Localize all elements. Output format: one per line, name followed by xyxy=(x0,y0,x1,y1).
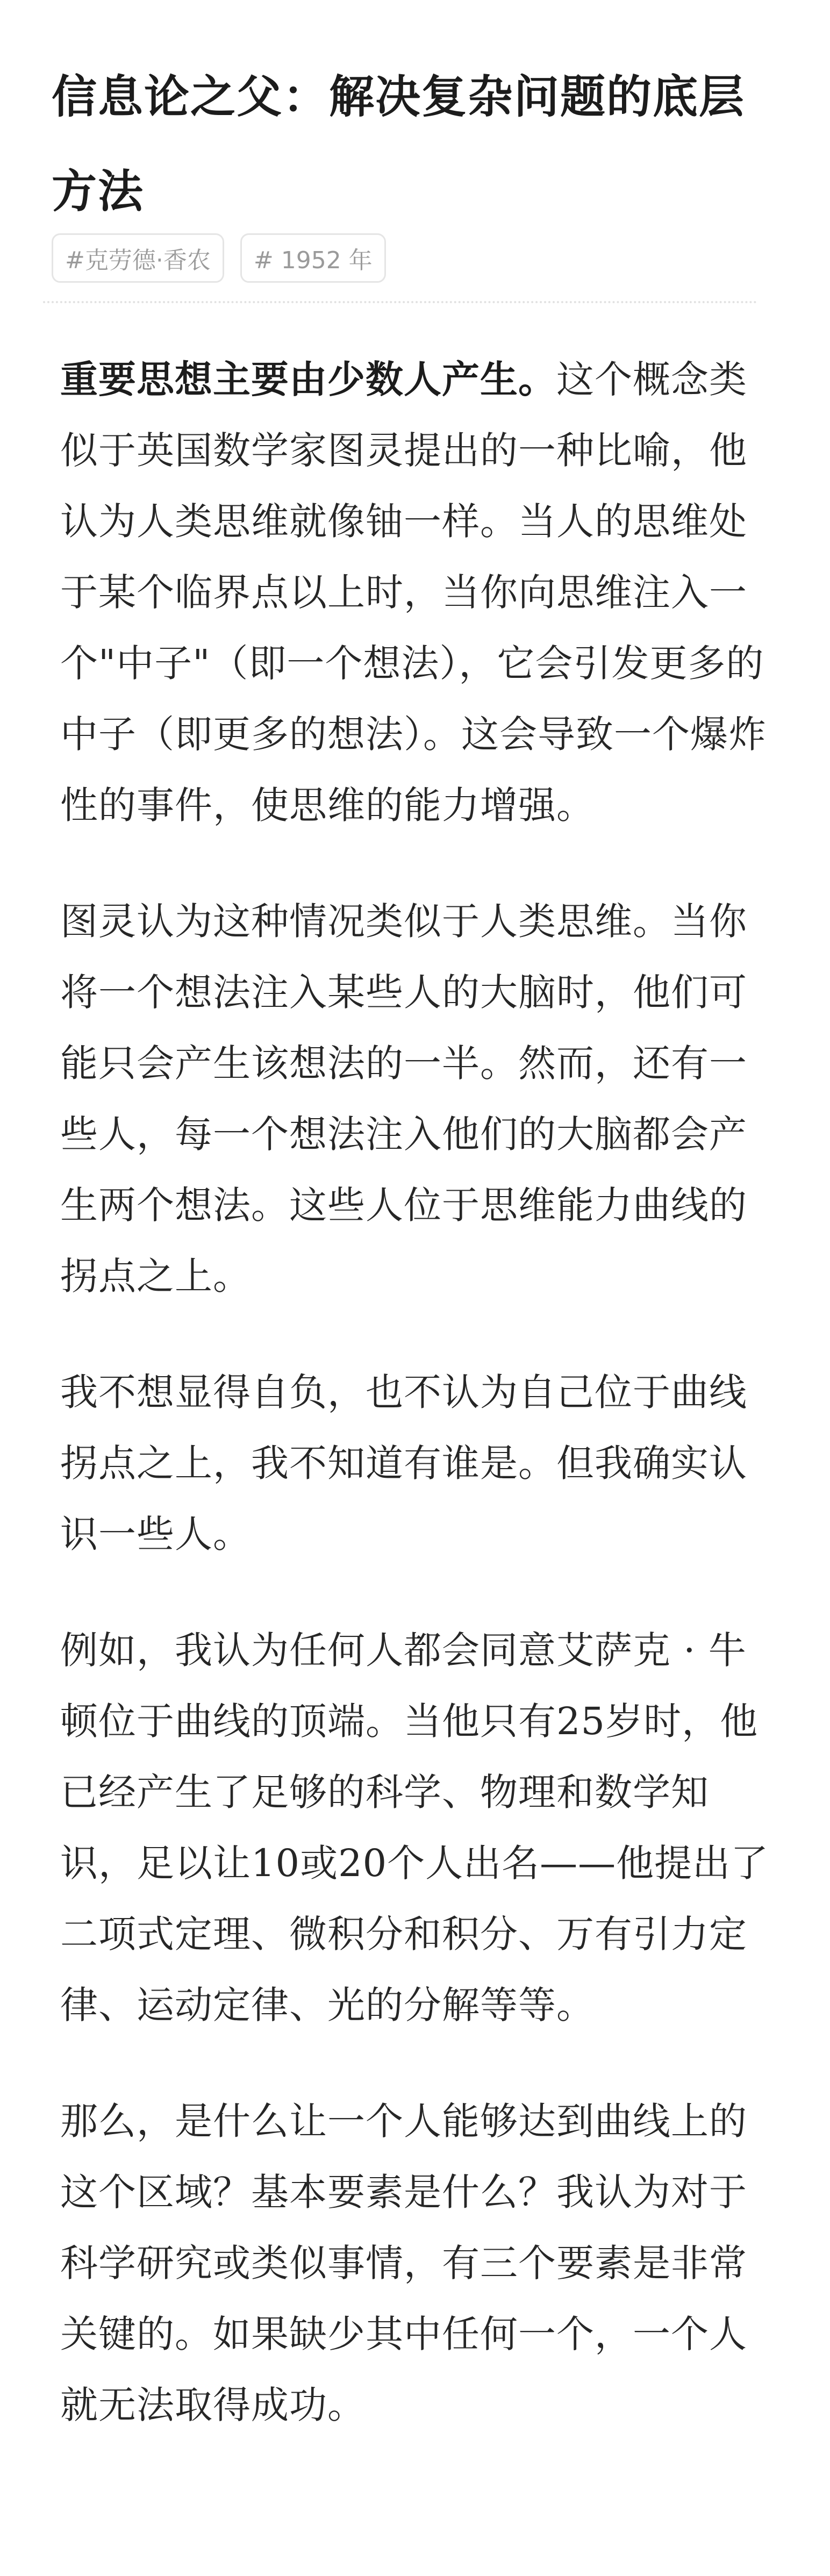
paragraph-lead-bold: 重要思想主要由少数人产生。 xyxy=(60,357,556,402)
paragraph-text: 我不想显得自负，也不认为自己位于曲线拐点之上，我不知道有谁是。但我确实认识一些人。 xyxy=(60,1370,747,1556)
paragraph-3 xyxy=(60,1357,770,1570)
article-body xyxy=(60,344,770,2486)
paragraph-text: 图灵认为这种情况类似于人类思维。当你将一个想法注入某些人的大脑时，他们可能只会产生该想法的一半。然而，还有一些人，每一个想法注入他们的大脑都会产生两个想法。这些人位于思维能力曲线的拐点之上。 xyxy=(60,899,747,1298)
paragraph-2 xyxy=(60,886,770,1312)
tag-list xyxy=(52,233,386,285)
paragraph-text: 例如，我认为任何人都会同意艾萨克 · 牛顿位于曲线的顶端。当他只有25岁时，他已经产生了足够的科学、物理和数学知识，足以让10或20个人出名——他提出了二项式定理、微积分和积分、万有引力定律、运动定律、光的分解等等。 xyxy=(60,1628,769,2027)
paragraph-5 xyxy=(60,2086,770,2441)
tag-year-1952[interactable]: # 1952 年 xyxy=(240,233,386,283)
paragraph-1 xyxy=(60,344,770,841)
article-title: 信息论之父：解决复杂问题的底层方法 xyxy=(52,70,746,218)
paragraph-text: 那么，是什么让一个人能够达到曲线上的这个区域？基本要素是什么？我认为对于科学研究或类似事情，有三个要素是非常关键的。如果缺少其中任何一个，一个人就无法取得成功。 xyxy=(60,2099,747,2427)
paragraph-4 xyxy=(60,1615,770,2041)
paragraph-text: 这个概念类似于英国数学家图灵提出的一种比喻，他认为人类思维就像铀一样。当人的思维处于某个临界点以上时，当你向思维注入一个"中子"（即一个想法），它会引发更多的中子（即更多的想法）。这会导致一个爆炸性的事件，使思维的能力增强。 xyxy=(60,357,767,827)
tag-shannon[interactable]: #克劳德·香农 xyxy=(52,233,224,283)
dotted-divider xyxy=(43,301,757,303)
